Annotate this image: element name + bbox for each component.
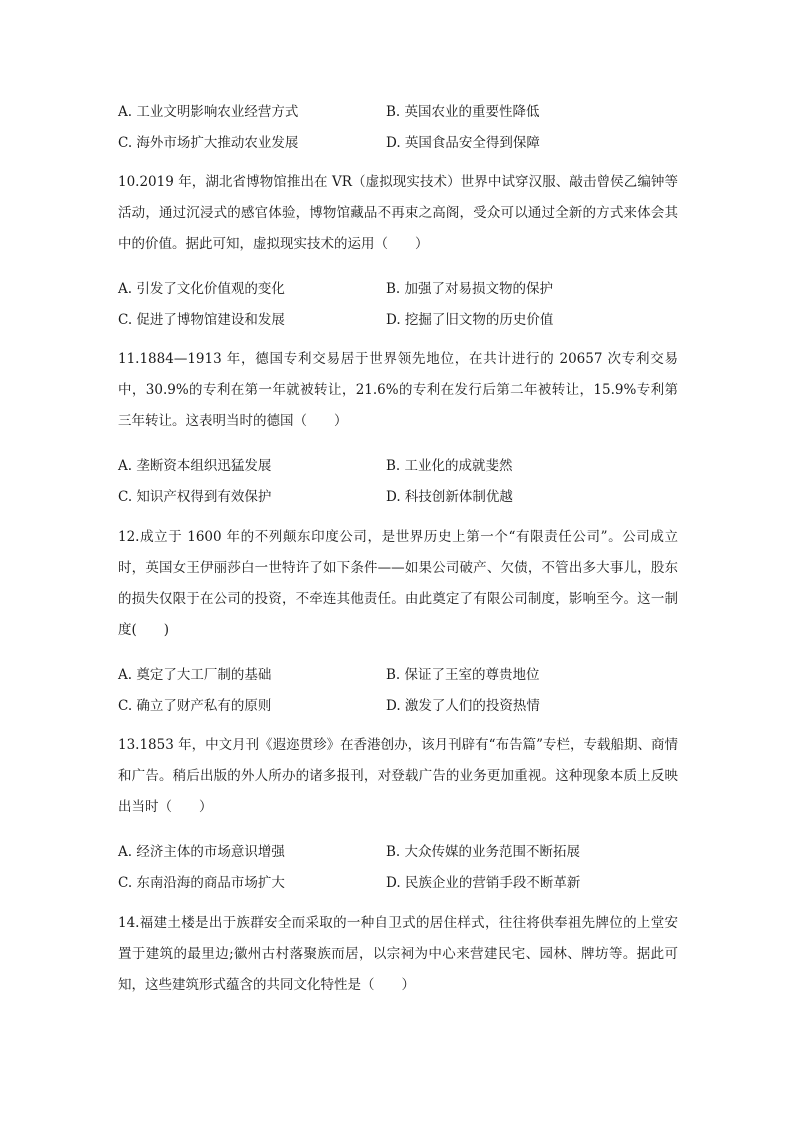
- q13-option-b[interactable]: B. 大众传媒的业务范围不断拓展: [386, 844, 581, 860]
- q11-option-c[interactable]: C. 知识产权得到有效保护: [118, 489, 272, 505]
- q12-option-c[interactable]: C. 确立了财产私有的原则: [118, 698, 272, 714]
- q9-option-d[interactable]: D. 英国食品安全得到保障: [386, 135, 540, 151]
- q11-options-row-2: [118, 486, 678, 508]
- q14-stem: 14.福建土楼是出于族群安全而采取的一种自卫式的居住样式，往往将供奉祖先牌位的上堂安置于建筑的最里边;徽州古村落聚族而居，以宗祠为中心来营建民宅、园林、牌坊等。据此可知，这些建筑形式蕴含的共同文化特性是（ ）: [118, 915, 678, 993]
- q13-option-a[interactable]: A. 经济主体的市场意识增强: [118, 844, 285, 860]
- q10-stem: 10.2019 年，湖北省博物馆推出在 VR（虚拟现实技术）世界中试穿汉服、敲击曾侯乙编钟等活动，通过沉浸式的感官体验，博物馆藏品不再束之高阁，受众可以通过全新的方式来体会其中的价值。据此可知，虚拟现实技术的运用（ ）: [118, 174, 678, 252]
- q12-stem: 12.成立于 1600 年的不列颠东印度公司，是世界历史上第一个“有限责任公司”。公司成立时，英国女王伊丽莎白一世特许了如下条件——如果公司破产、欠债，不管出多大事儿，股东的损失仅限于在公司的投资，不牵连其他责任。由此奠定了有限公司制度，影响至今。这一制度( ): [118, 529, 678, 638]
- q9-options-row-1: [118, 101, 678, 123]
- q9-option-c[interactable]: C. 海外市场扩大推动农业发展: [118, 135, 299, 151]
- q11-options-row-1: [118, 455, 678, 477]
- q9-option-a[interactable]: A. 工业文明影响农业经营方式: [118, 104, 299, 120]
- q11-option-b[interactable]: B. 工业化的成就斐然: [386, 458, 513, 474]
- q11-option-d[interactable]: D. 科技创新体制优越: [386, 489, 513, 505]
- q10-option-d[interactable]: D. 挖掘了旧文物的历史价值: [386, 312, 554, 328]
- q13-option-c[interactable]: C. 东南沿海的商品市场扩大: [118, 875, 285, 891]
- q10-option-a[interactable]: A. 引发了文化价值观的变化: [118, 281, 285, 297]
- q12-option-a[interactable]: A. 奠定了大工厂制的基础: [118, 667, 272, 683]
- q12-option-b[interactable]: B. 保证了王室的尊贵地位: [386, 667, 540, 683]
- q13-option-d[interactable]: D. 民族企业的营销手段不断革新: [386, 875, 581, 891]
- q11-option-a[interactable]: A. 垄断资本组织迅猛发展: [118, 458, 272, 474]
- q12-option-d[interactable]: D. 激发了人们的投资热情: [386, 698, 540, 714]
- q9-options-row-2: [118, 132, 678, 154]
- q10-options-row-2: [118, 309, 678, 331]
- q11-stem: 11.1884—1913 年，德国专利交易居于世界领先地位，在共计进行的 20657 次专利交易中，30.9%的专利在第一年就被转让，21.6%的专利在发行后第二年被转让，15.9%专利第三年转让。这表明当时的德国（ ）: [118, 351, 678, 429]
- q10-option-b[interactable]: B. 加强了对易损文物的保护: [386, 281, 554, 297]
- q10-options-row-1: [118, 278, 678, 300]
- q9-option-b[interactable]: B. 英国农业的重要性降低: [386, 104, 540, 120]
- q12-options-row-2: [118, 695, 678, 717]
- q13-options-row-2: [118, 872, 678, 894]
- q13-stem: 13.1853 年，中文月刊《遐迩贯珍》在香港创办，该月刊辟有“布告篇”专栏，专载船期、商情和广告。稍后出版的外人所办的诸多报刊，对登载广告的业务更加重视。这种现象本质上反映出当时（ ）: [118, 737, 678, 815]
- q10-option-c[interactable]: C. 促进了博物馆建设和发展: [118, 312, 285, 328]
- q13-options-row-1: [118, 841, 678, 863]
- q12-options-row-1: [118, 664, 678, 686]
